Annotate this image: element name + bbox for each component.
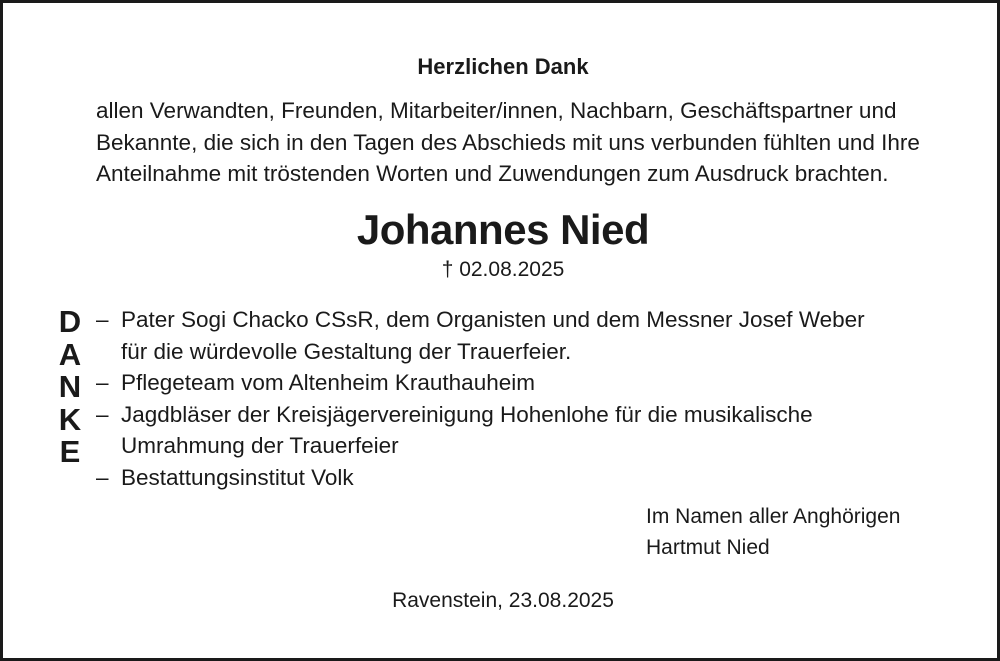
intro-line: allen Verwandten, Freunden, Mitarbeiter/innen, Nachbarn, Geschäftspartner und — [96, 98, 897, 123]
intro-line: Bekannte, die sich in den Tagen des Abschieds mit uns verbunden fühlten und Ihre — [96, 129, 920, 155]
signature-name: Hartmut Nied — [646, 536, 770, 559]
dash-bullet: – — [96, 307, 109, 332]
intro-text — [96, 95, 956, 190]
death-date: † 02.08.2025 — [441, 258, 565, 281]
list-item-line: Jagdbläser der Kreisjägervereinigung Hohenlohe für die musikalische — [121, 401, 813, 427]
list-item-text — [121, 399, 956, 462]
danke-letter: E — [59, 434, 81, 469]
danke-vertical — [51, 306, 89, 469]
signature-line: Im Namen aller Anghörigen — [646, 505, 901, 528]
list-item — [96, 304, 956, 367]
dash-bullet: – — [96, 464, 109, 490]
danke-letter: A — [58, 336, 82, 372]
list-item-line: Pater Sogi Chacko CSsR, dem Organisten und dem Messner Josef Weber — [121, 307, 865, 332]
list-item — [96, 462, 956, 494]
signature — [646, 501, 966, 563]
list-item — [96, 399, 956, 462]
place-date: Ravenstein, 23.08.2025 — [392, 589, 614, 612]
danke-letter: K — [58, 401, 82, 437]
list-item-text — [121, 462, 956, 494]
list-item — [96, 367, 956, 399]
list-item-text — [121, 367, 956, 399]
list-item-line: Umrahmung der Trauerfeier — [121, 433, 399, 458]
list-item-line: für die würdevolle Gestaltung der Trauerfeier. — [121, 338, 572, 364]
dash-bullet: – — [96, 401, 109, 427]
dash-bullet: – — [96, 370, 109, 395]
list-item-line: Bestattungsinstitut Volk — [121, 464, 354, 490]
list-item-line: Pflegeteam vom Altenheim Krauthauheim — [121, 370, 535, 395]
deceased-name: Johannes Nied — [356, 206, 650, 253]
danke-letter: N — [58, 369, 82, 404]
danke-letter: D — [58, 304, 82, 339]
intro-line: Anteilnahme mit tröstenden Worten und Zuwendungen zum Ausdruck brachten. — [96, 161, 889, 186]
thanks-list — [96, 304, 956, 493]
heading: Herzlichen Dank — [417, 54, 589, 79]
list-item-text — [121, 304, 956, 367]
